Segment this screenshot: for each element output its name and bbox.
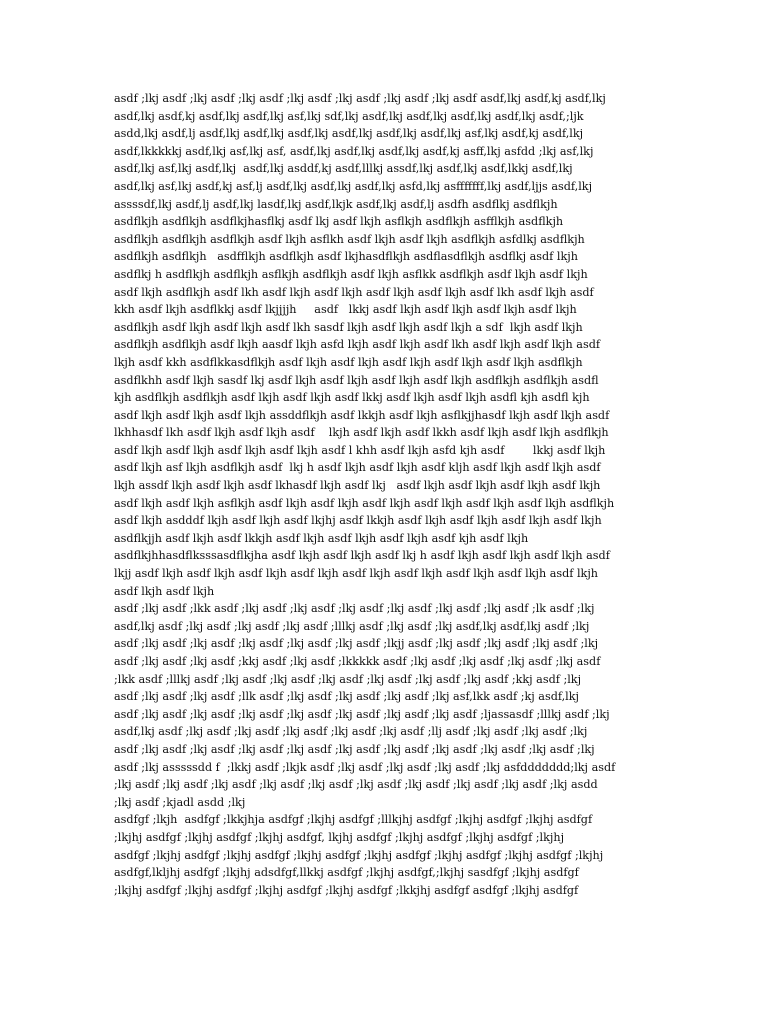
paragraph — [114, 811, 662, 899]
paragraph — [114, 600, 662, 811]
text-line: asdfgf,lkljhj asdfgf ;lkjhj adsdfgf,llkkj asdfgf ;lkjhj asdfgf,;lkjhj sasdfgf ;lkjhj asdfgf — [114, 866, 579, 880]
text-line: asdf ;lkj asdf ;lkj asdf ;lkj asdf ;lkj asdf ;lkj asdf ;lkjj asdf ;lkj asdf ;lkj asdf ;lkj asdf ;lkj — [114, 637, 599, 651]
text-line: asdflkjh asdflkjh asdflkjh asdf lkjh asflkh asdf lkjh asdf lkjh asdflkjh asfdlkj asdflkjh — [114, 232, 585, 246]
text-line: kkh asdf lkjh asdflkkj asdf lkjjjjh asdf lkkj asdf lkjh asdf lkjh asdf lkjh asdf lkjh — [114, 303, 577, 317]
text-line: asdf lkjh asdflkjh asdf lkh asdf lkjh asdf lkjh asdf lkjh asdf lkjh asdf lkh asdf lkjh asdf — [114, 285, 594, 299]
text-line: asdf,lkj asf,lkj asdf,lkj asdf,lkj asddf,kj asdf,lllkj assdf,lkj asdf,lkj asdf,lkkj asdf,lkj — [114, 162, 573, 176]
text-line: asdflkjh asdf lkjh asdf lkjh asdf lkh sasdf lkjh asdf lkjh asdf lkjh a sdf lkjh asdf lkjh — [114, 320, 583, 334]
text-line: ;lkjhj asdfgf ;lkjhj asdfgf ;lkjhj asdfgf ;lkjhj asdfgf ;lkkjhj asdfgf asdfgf ;lkjhj asdfgf — [114, 883, 579, 897]
text-line: asdf lkjh asdddf lkjh asdf lkjh asdf lkjhj asdf lkkjh asdf lkjh asdf lkjh asdf lkjh asdf lkjh — [114, 514, 602, 528]
text-line: asdf lkjh asdf lkjh asdf lkjh assddflkjh asdf lkkjh asdf lkjh asflkjjhasdf lkjh asdf lkjh asdf — [114, 408, 610, 422]
text-line: ;lkj asdf ;lkj asdf ;lkj asdf ;lkj asdf ;lkj asdf ;lkj asdf ;lkj asdf ;lkj asdf ;lkj asdf ;lkj asdd — [114, 778, 598, 792]
text-line: lkhhasdf lkh asdf lkjh asdf lkjh asdf lkjh asdf lkjh asdf lkkh asdf lkjh asdf lkjh asdflkjh — [114, 426, 609, 440]
document-body-text — [114, 90, 662, 899]
text-line: asdf,lkj asf,lkj asdf,kj asf,lj asdf,lkj asdf,lkj asdf,lkj asfd,lkj asfffffff,lkj asdf,ljjs asdf,lkj — [114, 179, 593, 193]
text-line: asdf ;lkj asdf ;lkj asdf ;llk asdf ;lkj asdf ;lkj asdf ;lkj asdf ;lkj asf,lkk asdf ;kj asdf,lkj — [114, 690, 579, 704]
text-line: asdf lkjh asdf lkjh asflkjh asdf lkjh asdf lkjh asdf lkjh asdf lkjh asdf lkjh asdf lkjh asdflkjh — [114, 496, 615, 510]
text-line: asdf ;lkj asdf ;lkj asdf ;lkj asdf ;lkj asdf ;lkj asdf ;lkj asdf ;lkj asdf ;ljassasdf ;lllkj asdf ;lkj — [114, 707, 610, 721]
paragraph — [114, 90, 662, 600]
text-line: asdflkjh asdflkjh asdfflkjh asdflkjh asdf lkjhasdflkjh asdflasdflkjh asdflkj asdf lkjh — [114, 250, 578, 264]
text-line: asdf,lkj asdf,kj asdf,lkj asdf,lkj asf,lkj sdf,lkj asdf,lkj asdf,lkj asdf,lkj asdf,lkj asdf,;ljk — [114, 109, 584, 123]
text-line: asdf,lkj asdf ;lkj asdf ;lkj asdf ;lkj asdf ;lllkj asdf ;lkj asdf ;lkj asdf,lkj asdf,lkj asdf ;lkj — [114, 619, 590, 633]
text-line: kjh asdflkjh asdflkjh asdf lkjh asdf lkjh asdf lkkj asdf lkjh asdf lkjh asdfl kjh asdfl kjh — [114, 391, 590, 405]
text-line: asdf lkjh asdf lkjh — [114, 584, 215, 598]
text-line: asdf ;lkj asdf ;lkj asdf ;lkj asdf ;lkj asdf ;lkj asdf ;lkj asdf ;lkj asdf asdf,lkj asdf,kj asdf,lkj — [114, 92, 606, 105]
text-line: asdflkjhhasdflksssasdflkjha asdf lkjh asdf lkjh asdf lkj h asdf lkjh asdf lkjh asdf lkjh asdf — [114, 549, 610, 563]
text-line: lkjh asdf kkh asdflkkasdflkjh asdf lkjh asdf lkjh asdf lkjh asdf lkjh asdf lkjh asdflkjh — [114, 355, 583, 369]
text-line: ;lkj asdf ;kjadl asdd ;lkj — [114, 795, 246, 809]
text-line: asdflkjh asdflkjh asdf lkjh aasdf lkjh asfd lkjh asdf lkjh asdf lkh asdf lkjh asdf lkjh asdf — [114, 338, 601, 352]
text-line: asdf ;lkj asdf ;lkk asdf ;lkj asdf ;lkj asdf ;lkj asdf ;lkj asdf ;lkj asdf ;lkj asdf ;lk asdf ;lkj — [114, 602, 595, 616]
text-line: asdflkhh asdf lkjh sasdf lkj asdf lkjh asdf lkjh asdf lkjh asdf lkjh asdflkjh asdflkjh asdfl — [114, 373, 599, 387]
text-line: asdf ;lkj asssssdd f ;lkkj asdf ;lkjk asdf ;lkj asdf ;lkj asdf ;lkj asdf ;lkj asfddddddd;lkj asdf — [114, 760, 616, 774]
text-line: ;lkjhj asdfgf ;lkjhj asdfgf ;lkjhj asdfgf, lkjhj asdfgf ;lkjhj asdfgf ;lkjhj asdfgf ;lkjhj — [114, 830, 565, 844]
text-line: ;lkk asdf ;lllkj asdf ;lkj asdf ;lkj asdf ;lkj asdf ;lkj asdf ;lkj asdf ;lkj asdf ;kkj asdf ;lkj — [114, 672, 582, 686]
text-line: asdf lkjh asdf lkjh asdf lkjh asdf lkjh asdf l khh asdf lkjh asfd kjh asdf lkkj asdf lkjh — [114, 443, 606, 457]
text-line: asdf ;lkj asdf ;lkj asdf ;lkj asdf ;lkj asdf ;lkj asdf ;lkj asdf ;lkj asdf ;lkj asdf ;lkj asdf ;lkj — [114, 742, 595, 756]
text-line: asdfgf ;lkjhj asdfgf ;lkjhj asdfgf ;lkjhj asdfgf ;lkjhj asdfgf ;lkjhj asdfgf ;lkjhj asdfgf ;lkjhj — [114, 848, 604, 862]
text-line: assssdf,lkj asdf,lj asdf,lkj lasdf,lkj asdf,lkjk asdf,lkj asdf,lj asdfh asdflkj asdflkjh — [114, 197, 558, 211]
text-line: asdflkjh asdflkjh asdflkjhasflkj asdf lkj asdf lkjh asflkjh asdflkjh asfflkjh asdflkjh — [114, 215, 564, 229]
text-line: asdflkj h asdflkjh asdflkjh asflkjh asdflkjh asdf lkjh asflkk asdflkjh asdf lkjh asdf lkjh — [114, 267, 588, 281]
text-line: asdf lkjh asf lkjh asdflkjh asdf lkj h asdf lkjh asdf lkjh asdf kljh asdf lkjh asdf lkjh asdf — [114, 461, 601, 475]
text-line: asdf ;lkj asdf ;lkj asdf ;kkj asdf ;lkj asdf ;lkkkkk asdf ;lkj asdf ;lkj asdf ;lkj asdf ;lkj asdf — [114, 655, 601, 668]
text-line: lkjh assdf lkjh asdf lkjh asdf lkhasdf lkjh asdf lkj asdf lkjh asdf lkjh asdf lkjh asdf lkjh — [114, 479, 601, 493]
text-line: asdf,lkkkkkj asdf,lkj asf,lkj asf, asdf,lkj asdf,lkj asdf,lkj asdf,kj asff,lkj asfdd ;lkj asf,lkj — [114, 144, 594, 158]
text-line: lkjj asdf lkjh asdf lkjh asdf lkjh asdf lkjh asdf lkjh asdf lkjh asdf lkjh asdf lkjh asdf lkjh — [114, 567, 599, 581]
text-line: asdf,lkj asdf ;lkj asdf ;lkj asdf ;lkj asdf ;lkj asdf ;lkj asdf ;llj asdf ;lkj asdf ;lkj asdf ;lkj — [114, 725, 588, 739]
text-line: asdfgf ;lkjh asdfgf ;lkkjhja asdfgf ;lkjhj asdfgf ;lllkjhj asdfgf ;lkjhj asdfgf ;lkjhj asdfgf — [114, 813, 593, 827]
text-line: asdd,lkj asdf,lj asdf,lkj asdf,lkj asdf,lkj asdf,lkj asdf,lkj asdf,lkj asf,lkj asdf,kj asdf,lkj — [114, 127, 584, 141]
text-line: asdflkjjh asdf lkjh asdf lkkjh asdf lkjh asdf lkjh asdf lkjh asdf kjh asdf lkjh — [114, 531, 529, 545]
